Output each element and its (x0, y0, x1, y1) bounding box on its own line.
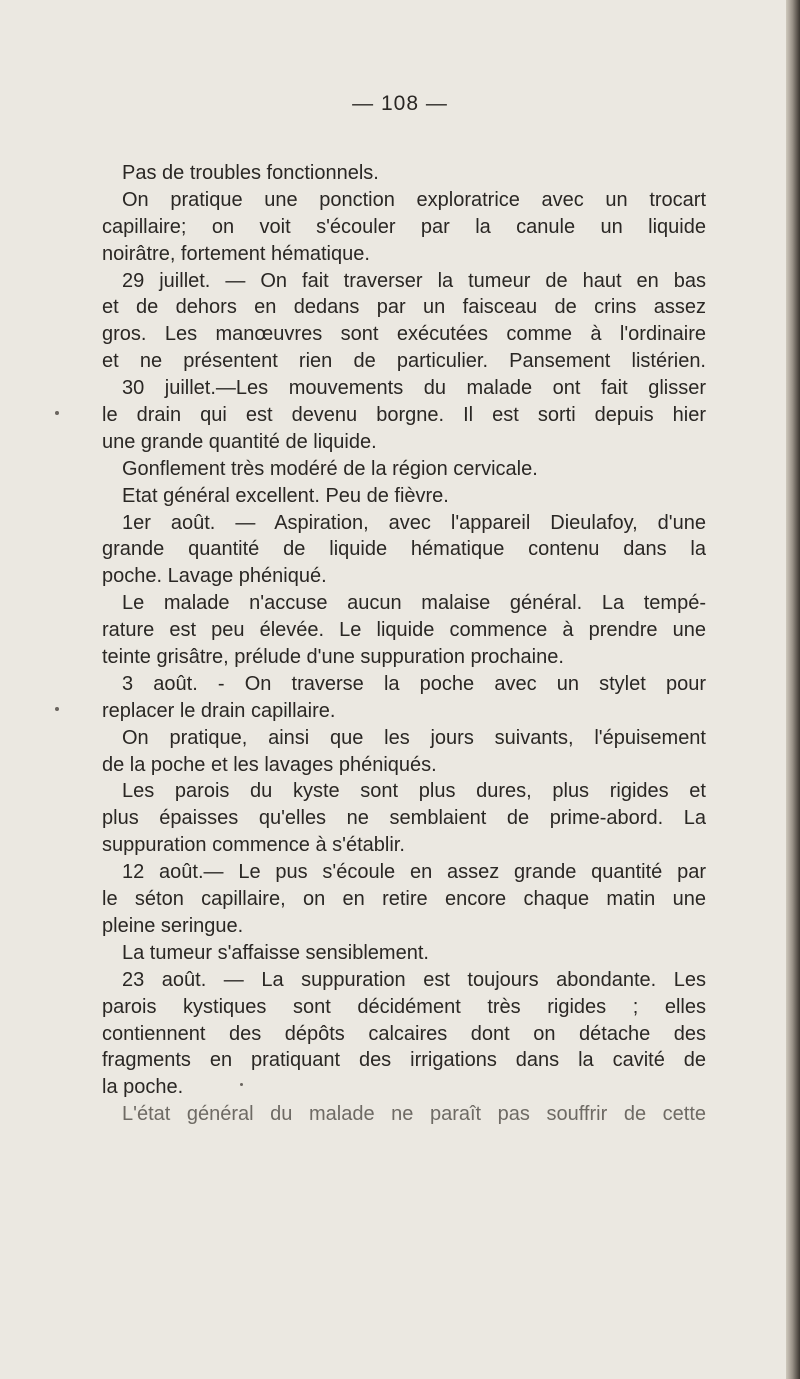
text-line: grande quantité de liquide hématique contenu dans la (102, 538, 706, 561)
text-line: plus épaisses qu'elles ne semblaient de prime-abord. La (102, 807, 706, 830)
text-line: le drain qui est devenu borgne. Il est sorti depuis hier (102, 404, 706, 427)
text-line: 3 août. - On traverse la poche avec un stylet pour (122, 672, 706, 695)
body-text (102, 160, 706, 1128)
text-line: 1er août. — Aspiration, avec l'appareil Dieulafoy, d'une (122, 511, 706, 534)
text-line: suppuration commence à s'établir. (102, 834, 405, 857)
text-line: rature est peu élevée. Le liquide commence à prendre une (102, 619, 706, 642)
text-line: La tumeur s'affaisse sensiblement. (122, 941, 429, 964)
text-line: parois kystiques sont décidément très rigides ; elles (102, 995, 706, 1018)
text-line: de la poche et les lavages phéniqués. (102, 753, 437, 776)
text-line: poche. Lavage phéniqué. (102, 565, 327, 588)
text-line: 23 août. — La suppuration est toujours abondante. Les (122, 968, 706, 991)
ink-speck (55, 707, 59, 711)
text-line: le séton capillaire, on en retire encore chaque matin une (102, 888, 706, 911)
text-line: 30 juillet.—Les mouvements du malade ont fait glisser (122, 377, 706, 400)
text-line: capillaire; on voit s'écouler par la canule un liquide (102, 215, 706, 238)
text-line: On pratique une ponction exploratrice avec un trocart (122, 188, 706, 211)
page-edge-shadow (786, 0, 800, 1379)
ink-speck (55, 411, 59, 415)
text-line: On pratique, ainsi que les jours suivants, l'épuisement (122, 726, 706, 749)
text-line: Les parois du kyste sont plus dures, plus rigides et (122, 780, 706, 803)
ink-speck (240, 1083, 243, 1086)
text-line: pleine seringue. (102, 914, 244, 937)
text-line: Pas de troubles fonctionnels. (122, 162, 379, 184)
text-line: la poche. (102, 1076, 184, 1099)
text-line: 29 juillet. — On fait traverser la tumeur de haut en bas (122, 269, 706, 292)
text-line: fragments en pratiquant des irrigations dans la cavité de (102, 1049, 706, 1072)
text-line: noirâtre, fortement hématique. (102, 242, 370, 265)
text-line: contiennent des dépôts calcaires dont on détache des (102, 1022, 706, 1045)
text-line: et ne présentent rien de particulier. Pansement listérien. (102, 350, 706, 373)
text-line: et de dehors en dedans par un faisceau de crins assez (102, 296, 706, 319)
text-line: replacer le drain capillaire. (102, 699, 336, 722)
text-line: gros. Les manœuvres sont exécutées comme à l'ordinaire (102, 323, 706, 346)
text-line: Gonflement très modéré de la région cervicale. (122, 457, 538, 480)
text-line: teinte grisâtre, prélude d'une suppuration prochaine. (102, 646, 564, 669)
text-line: 12 août.— Le pus s'écoule en assez grande quantité par (122, 861, 706, 884)
text-line: Etat général excellent. Peu de fièvre. (122, 484, 449, 507)
text-line: L'état général du malade ne paraît pas souffrir de cette (122, 1103, 706, 1126)
text-line: une grande quantité de liquide. (102, 430, 377, 453)
text-line: Le malade n'accuse aucun malaise général. La tempé- (122, 592, 706, 615)
page-number: — 108 — (352, 92, 448, 115)
